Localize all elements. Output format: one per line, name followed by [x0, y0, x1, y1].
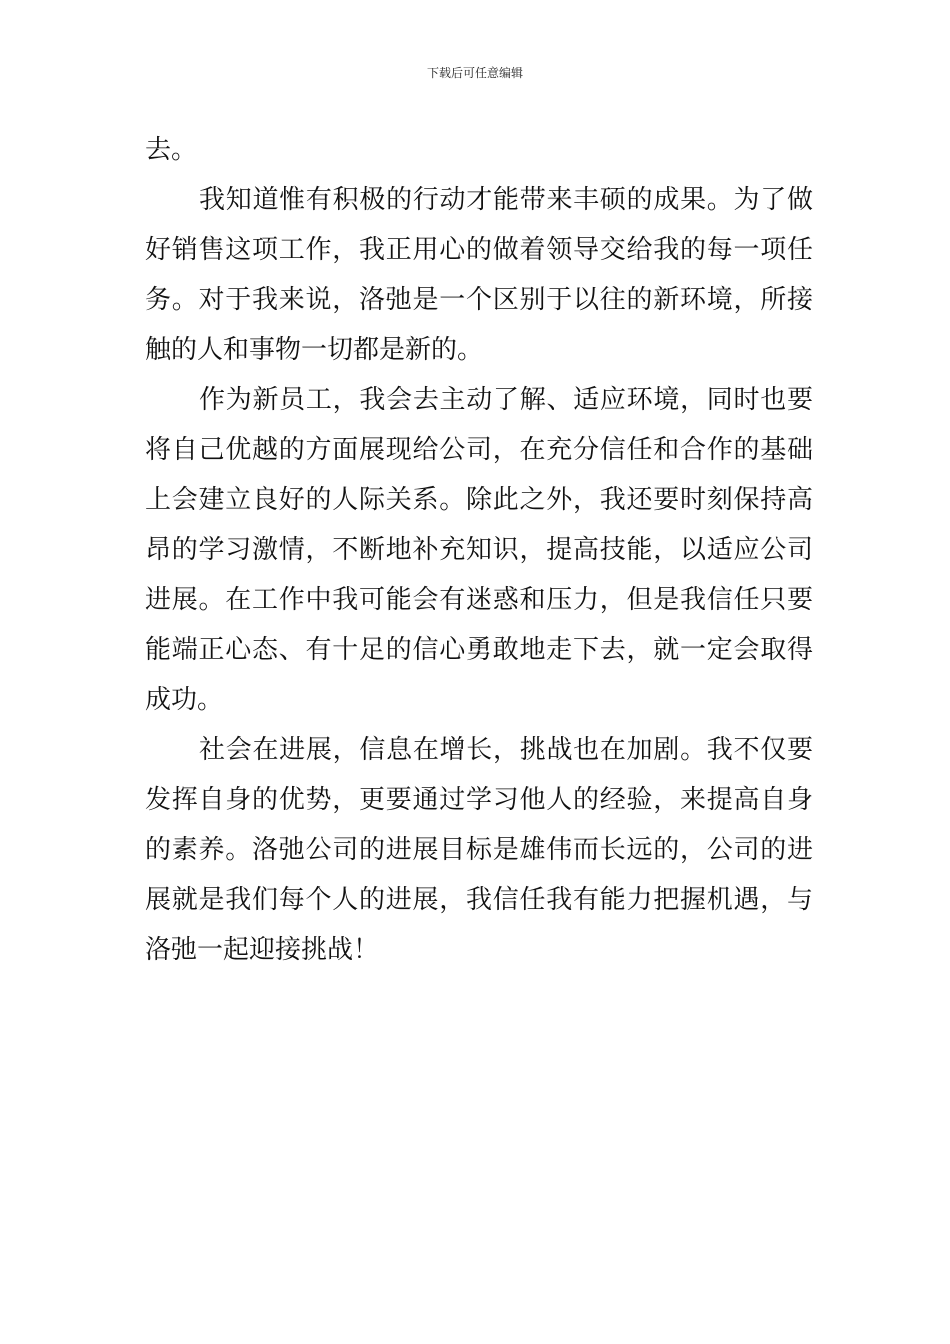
- text-line: 去。: [145, 135, 198, 165]
- text-line: 好销售这项工作，我正用心的做着领导交给我的每一项任: [145, 235, 813, 265]
- text-line: 触的人和事物一切都是新的。: [145, 335, 484, 365]
- text-line: 昂的学习激情，不断地补充知识，提高技能，以适应公司: [145, 535, 813, 565]
- text-line: 进展。在工作中我可能会有迷惑和压力，但是我信任只要: [145, 585, 813, 615]
- text-line: 发挥自身的优势，更要通过学习他人的经验，来提高自身: [145, 785, 813, 815]
- text-line: 成功。: [145, 685, 224, 715]
- text-line: 作为新员工，我会去主动了解、适应环境，同时也要: [199, 385, 813, 415]
- text-line: 务。对于我来说，洛弛是一个区别于以往的新环境，所接: [145, 285, 813, 315]
- text-line: 能端正心态、有十足的信心勇敢地走下去，就一定会取得: [145, 635, 813, 665]
- text-line: 展就是我们每个人的进展，我信任我有能力把握机遇，与: [145, 885, 813, 915]
- text-line: 我知道惟有积极的行动才能带来丰硕的成果。为了做: [199, 185, 813, 215]
- page-header-note: 下载后可任意编辑: [426, 66, 523, 80]
- document-body: [145, 125, 813, 975]
- text-line: 社会在进展，信息在增长，挑战也在加剧。我不仅要: [199, 735, 813, 765]
- text-line: 的素养。洛弛公司的进展目标是雄伟而长远的，公司的进: [145, 835, 813, 865]
- text-line: 上会建立良好的人际关系。除此之外，我还要时刻保持高: [145, 485, 813, 515]
- text-line: 洛弛一起迎接挑战！: [145, 935, 380, 965]
- text-line: 将自己优越的方面展现给公司，在充分信任和合作的基础: [145, 435, 813, 465]
